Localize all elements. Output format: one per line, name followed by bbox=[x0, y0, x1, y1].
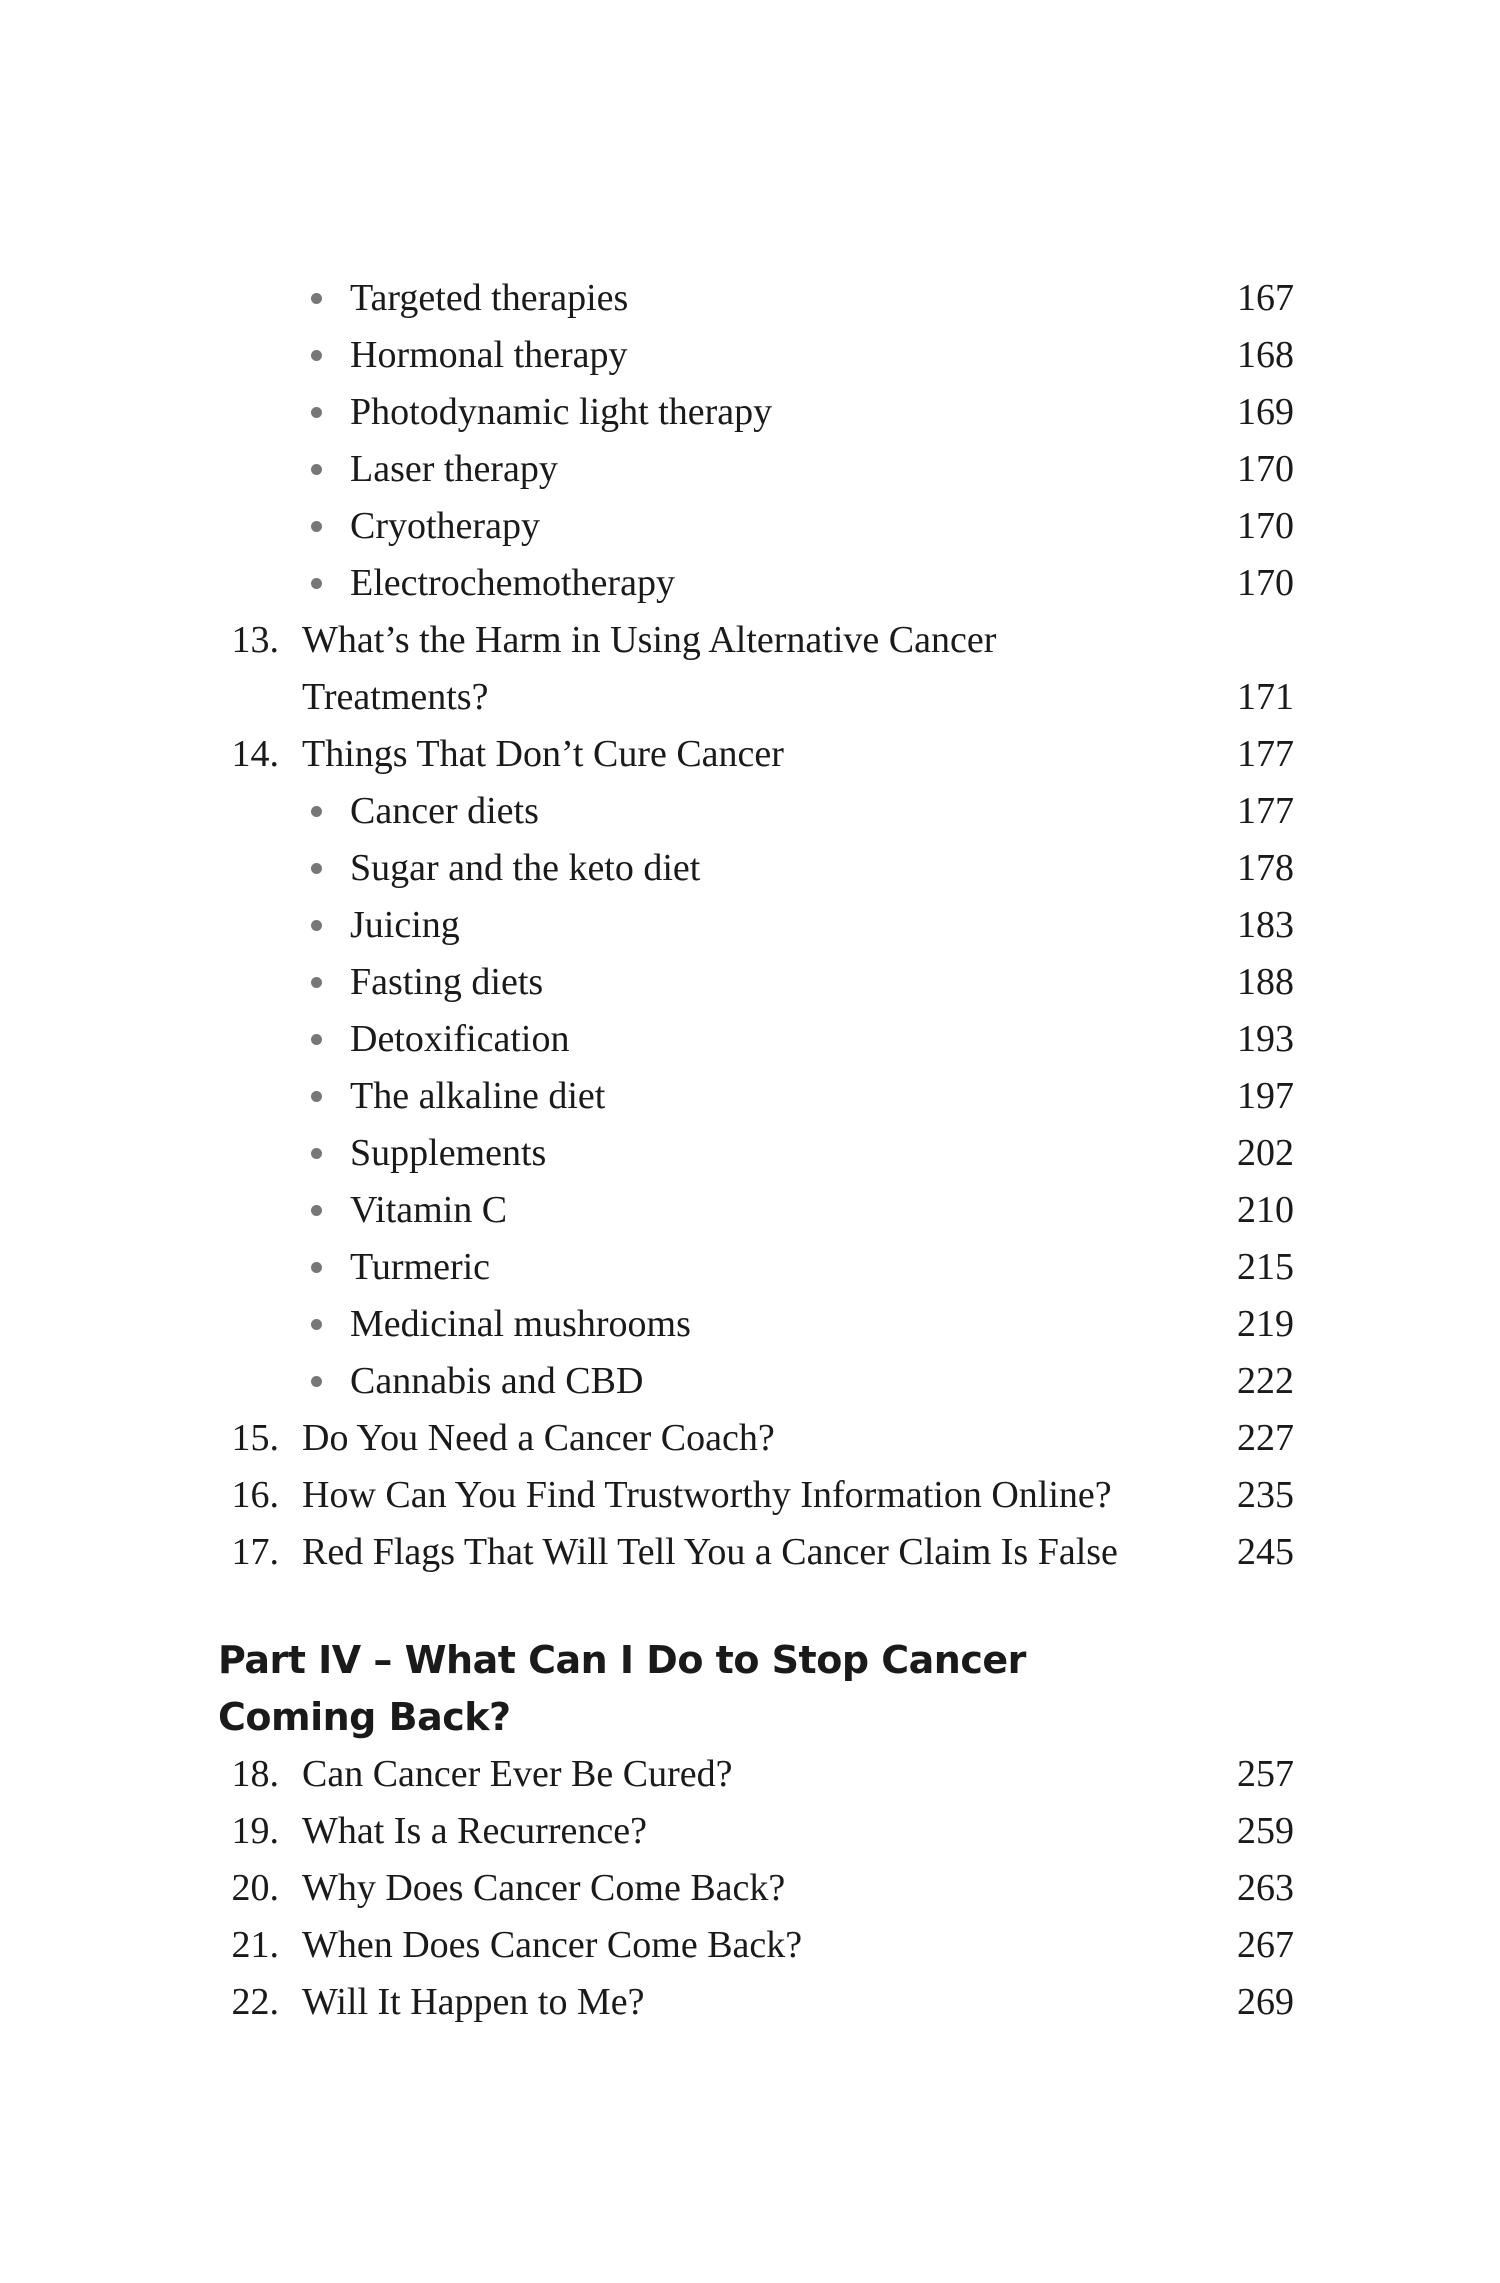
bullet-icon bbox=[311, 977, 322, 988]
entry-title: Cancer diets bbox=[350, 790, 539, 832]
page-number: 267 bbox=[1237, 1924, 1294, 1966]
entry-title: Turmeric bbox=[350, 1246, 491, 1288]
entry-title: Cryotherapy bbox=[350, 505, 540, 547]
toc-entry bbox=[0, 1917, 1500, 1974]
page-number: 177 bbox=[1237, 733, 1294, 775]
page-number: 269 bbox=[1237, 1981, 1294, 2023]
page-number: 215 bbox=[1237, 1246, 1294, 1288]
toc-entry bbox=[0, 1524, 1500, 1581]
chapter-number: 19. bbox=[231, 1810, 279, 1852]
entry-title: Medicinal mushrooms bbox=[350, 1303, 691, 1345]
toc-sub-entry bbox=[0, 270, 1500, 327]
chapter-number: 18. bbox=[231, 1753, 279, 1795]
entry-title: The alkaline diet bbox=[350, 1075, 606, 1117]
entry-title: Detoxification bbox=[350, 1018, 570, 1060]
toc-sub-entry bbox=[0, 498, 1500, 555]
page-number: 178 bbox=[1237, 847, 1294, 889]
toc-sub-entry bbox=[0, 1182, 1500, 1239]
bullet-icon bbox=[311, 293, 322, 304]
entry-title: Do You Need a Cancer Coach? bbox=[302, 1417, 775, 1459]
bullet-icon bbox=[311, 1262, 322, 1273]
toc-sub-entry bbox=[0, 327, 1500, 384]
entry-title: Can Cancer Ever Be Cured? bbox=[302, 1753, 733, 1795]
bullet-icon bbox=[311, 1319, 322, 1330]
page-number: 193 bbox=[1237, 1018, 1294, 1060]
page-number: 171 bbox=[1237, 676, 1294, 718]
page-number: 235 bbox=[1237, 1474, 1294, 1516]
toc-sub-entry bbox=[0, 1125, 1500, 1182]
entry-title: Sugar and the keto diet bbox=[350, 847, 701, 889]
entry-title: Will It Happen to Me? bbox=[302, 1981, 645, 2023]
toc-sub-entry bbox=[0, 384, 1500, 441]
toc-sub-entry bbox=[0, 1011, 1500, 1068]
page-number: 188 bbox=[1237, 961, 1294, 1003]
bullet-icon bbox=[311, 1148, 322, 1159]
page-number: 210 bbox=[1237, 1189, 1294, 1231]
toc-sub-entry bbox=[0, 840, 1500, 897]
page-number: 259 bbox=[1237, 1810, 1294, 1852]
toc-entry bbox=[0, 1746, 1500, 1803]
bullet-icon bbox=[311, 578, 322, 589]
chapter-number: 16. bbox=[231, 1474, 279, 1516]
entry-title: Hormonal therapy bbox=[350, 334, 628, 376]
bullet-icon bbox=[311, 863, 322, 874]
page-number: 167 bbox=[1237, 277, 1294, 319]
entry-title: Laser therapy bbox=[350, 448, 558, 490]
entry-title: Treatments? bbox=[302, 676, 489, 718]
toc-sub-entry bbox=[0, 954, 1500, 1011]
page-number: 222 bbox=[1237, 1360, 1294, 1402]
page-number: 245 bbox=[1237, 1531, 1294, 1573]
page-number: 170 bbox=[1237, 505, 1294, 547]
page-number: 169 bbox=[1237, 391, 1294, 433]
toc-entry bbox=[0, 1974, 1500, 2031]
entry-title: Cannabis and CBD bbox=[350, 1360, 644, 1402]
toc-entry bbox=[0, 1467, 1500, 1524]
toc-sub-entry bbox=[0, 441, 1500, 498]
bullet-icon bbox=[311, 464, 322, 475]
entry-title: Red Flags That Will Tell You a Cancer Claim Is False bbox=[302, 1531, 1118, 1573]
bullet-icon bbox=[311, 1205, 322, 1216]
entry-title: When Does Cancer Come Back? bbox=[302, 1924, 803, 1966]
toc-entry bbox=[0, 1803, 1500, 1860]
page-number: 263 bbox=[1237, 1867, 1294, 1909]
toc-entry bbox=[0, 1410, 1500, 1467]
entry-title: Photodynamic light therapy bbox=[350, 391, 773, 433]
entry-title: Targeted therapies bbox=[350, 277, 629, 319]
part-heading-line-1: Part IV – What Can I Do to Stop Cancer bbox=[218, 1638, 1026, 1682]
entry-title: Juicing bbox=[350, 904, 460, 946]
page-number: 170 bbox=[1237, 562, 1294, 604]
chapter-number: 15. bbox=[231, 1417, 279, 1459]
chapter-number: 22. bbox=[231, 1981, 279, 2023]
page-number: 219 bbox=[1237, 1303, 1294, 1345]
page-number: 227 bbox=[1237, 1417, 1294, 1459]
entry-title: Supplements bbox=[350, 1132, 547, 1174]
chapter-number: 13. bbox=[231, 619, 279, 661]
entry-title: What Is a Recurrence? bbox=[302, 1810, 647, 1852]
entry-title: How Can You Find Trustworthy Information Online? bbox=[302, 1474, 1112, 1516]
toc-sub-entry bbox=[0, 1239, 1500, 1296]
page-number: 177 bbox=[1237, 790, 1294, 832]
toc-entry bbox=[0, 1860, 1500, 1917]
toc-entry bbox=[0, 612, 1500, 669]
toc-sub-entry bbox=[0, 1068, 1500, 1125]
entry-title: What’s the Harm in Using Alternative Cancer bbox=[302, 619, 997, 661]
chapter-number: 14. bbox=[231, 733, 279, 775]
page-number: 257 bbox=[1237, 1753, 1294, 1795]
bullet-icon bbox=[311, 1091, 322, 1102]
entry-title: Electrochemotherapy bbox=[350, 562, 675, 604]
page-number: 202 bbox=[1237, 1132, 1294, 1174]
entry-title: Fasting diets bbox=[350, 961, 544, 1003]
chapter-number: 17. bbox=[231, 1531, 279, 1573]
bullet-icon bbox=[311, 1376, 322, 1387]
bullet-icon bbox=[311, 806, 322, 817]
page-number: 170 bbox=[1237, 448, 1294, 490]
chapter-number: 21. bbox=[231, 1924, 279, 1966]
toc-entry bbox=[0, 726, 1500, 783]
toc-sub-entry bbox=[0, 1353, 1500, 1410]
toc-sub-entry bbox=[0, 555, 1500, 612]
bullet-icon bbox=[311, 407, 322, 418]
entry-title: Vitamin C bbox=[350, 1189, 508, 1231]
toc-sub-entry bbox=[0, 783, 1500, 840]
entry-title: Things That Don’t Cure Cancer bbox=[302, 733, 784, 775]
toc-entry bbox=[0, 669, 1500, 726]
page-number: 168 bbox=[1237, 334, 1294, 376]
bullet-icon bbox=[311, 521, 322, 532]
bullet-icon bbox=[311, 350, 322, 361]
bullet-icon bbox=[311, 920, 322, 931]
page-number: 183 bbox=[1237, 904, 1294, 946]
part-heading-line-2: Coming Back? bbox=[218, 1695, 511, 1739]
toc-sub-entry bbox=[0, 1296, 1500, 1353]
bullet-icon bbox=[311, 1034, 322, 1045]
toc-sub-entry bbox=[0, 897, 1500, 954]
chapter-number: 20. bbox=[231, 1867, 279, 1909]
entry-title: Why Does Cancer Come Back? bbox=[302, 1867, 786, 1909]
page-number: 197 bbox=[1237, 1075, 1294, 1117]
